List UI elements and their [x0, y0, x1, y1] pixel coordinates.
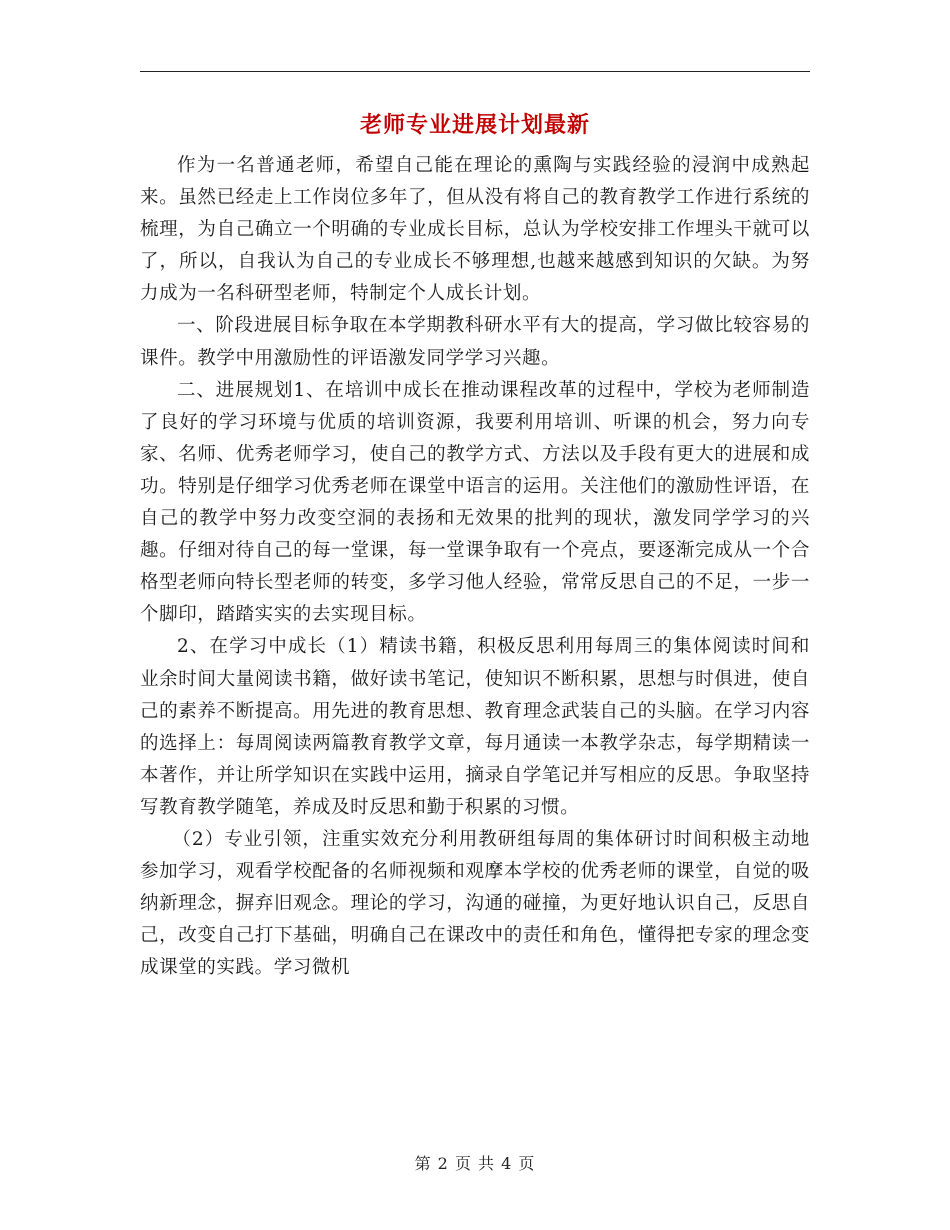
page-number-footer: 第 2 页 共 4 页 [414, 1154, 536, 1173]
document-title: 老师专业进展计划最新 [359, 112, 590, 138]
paragraph-professional-guidance: （2）专业引领，注重实效充分利用教研组每周的集体研讨时间积极主动地参加学习，观看学校配备的名师视频和观摩本学校的优秀老师的课堂，自觉的吸纳新理念，摒弃旧观念。理论的学习，沟通的碰撞，为更好地认识自己，反思自己，改变自己打下基础，明确自己在课改中的责任和角色，懂得把专家的理念变成课堂的实践。学习微机 [140, 828, 810, 979]
header-rule [140, 71, 810, 72]
paragraph-development-plan: 二、进展规划1、在培训中成长在推动课程改革的过程中，学校为老师制造了良好的学习环境与优质的培训资源，我要利用培训、听课的机会，努力向专家、名师、优秀老师学习，使自己的教学方式、方法以及手段有更大的进展和成功。特别是仔细学习优秀老师在课堂中语言的运用。关注他们的激励性评语，在自己的教学中努力改变空洞的表扬和无效果的批判的现状，激发同学学习的兴趣。仔细对待自己的每一堂课，每一堂课争取有一个亮点，要逐渐完成从一个合格型老师向特长型老师的转变，多学习他人经验，常常反思自己的不足，一步一个脚印，踏踏实实的去实现目标。 [140, 379, 810, 626]
paragraph-stage-goal: 一、阶段进展目标争取在本学期教科研水平有大的提高，学习做比较容易的课件。教学中用激励性的评语激发同学学习兴趣。 [140, 315, 810, 369]
paragraph-learning-growth: 2、在学习中成长（1）精读书籍，积极反思利用每周三的集体阅读时间和业余时间大量阅读书籍，做好读书笔记，使知识不断积累，思想与时俱进，使自己的素养不断提高。用先进的教育思想、教育理念武装自己的头脑。在学习内容的选择上：每周阅读两篇教育教学文章，每月通读一本教学杂志，每学期精读一本著作，并让所学知识在实践中运用，摘录自学笔记并写相应的反思。争取坚持写教育教学随笔，养成及时反思和勤于积累的习惯。 [140, 636, 810, 818]
document-body [140, 150, 810, 984]
paragraph-intro: 作为一名普通老师，希望自己能在理论的熏陶与实践经验的浸润中成熟起来。虽然已经走上工作岗位多年了，但从没有将自己的教育教学工作进行系统的梳理，为自己确立一个明确的专业成长目标，总认为学校安排工作埋头干就可以了，所以，自我认为自己的专业成长不够理想,也越来越感到知识的欠缺。为努力成为一名科研型老师，特制定个人成长计划。 [140, 155, 810, 305]
